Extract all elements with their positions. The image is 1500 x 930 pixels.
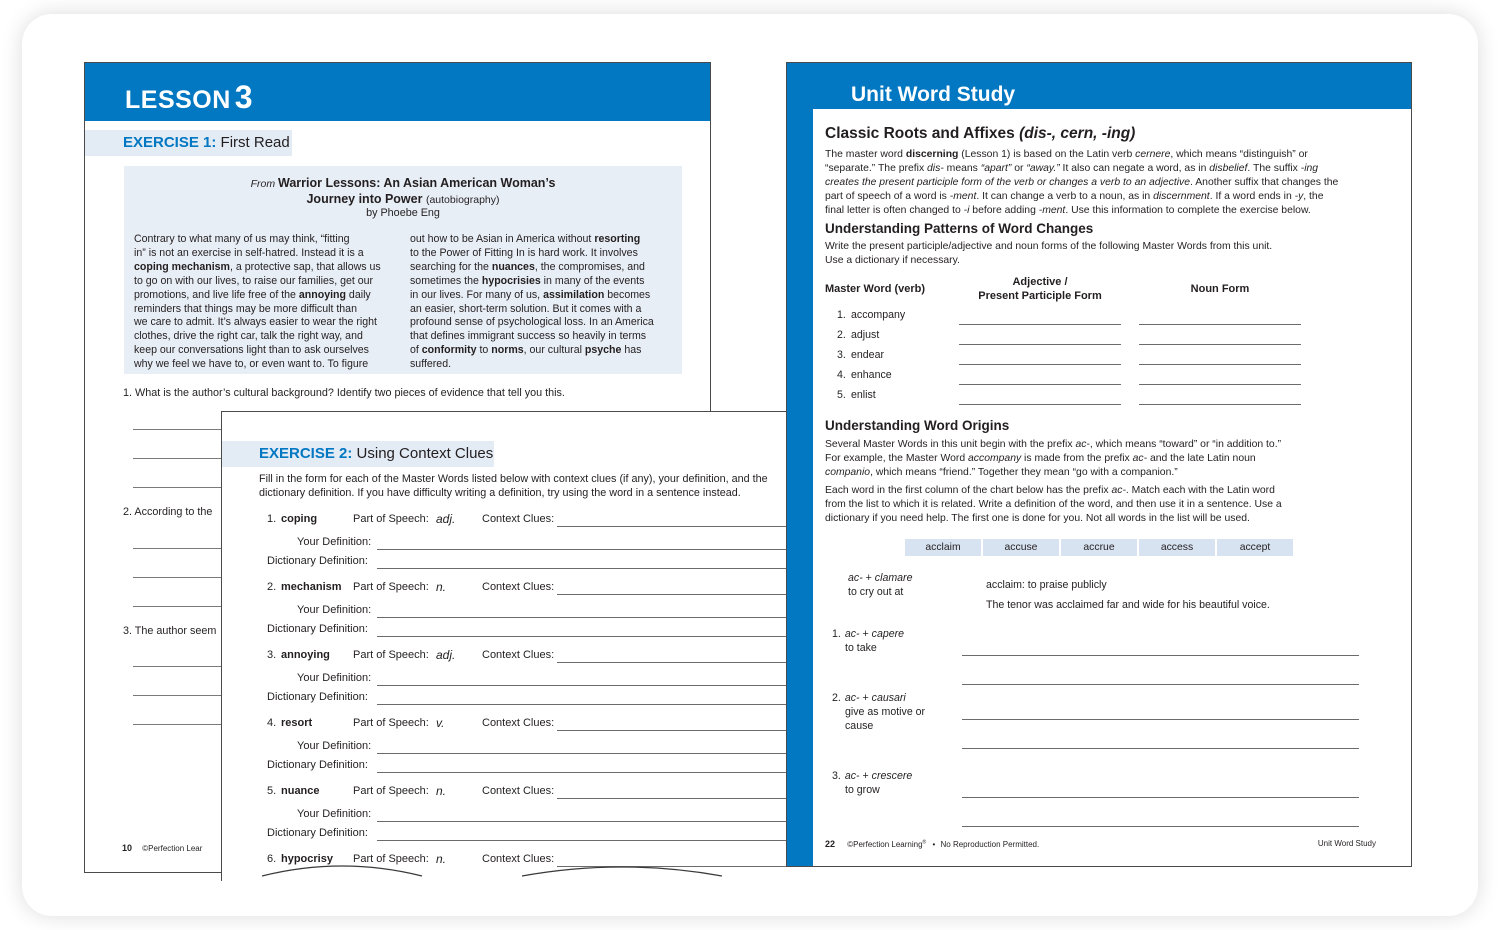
bold-term: norms <box>491 344 524 357</box>
dictionary-definition-field[interactable] <box>377 636 786 637</box>
dictionary-definition-label: Dictionary Definition: <box>267 759 368 771</box>
master-word-number: 5. <box>837 389 846 401</box>
context-clues-label: Context Clues: <box>482 581 555 593</box>
text-segment: to the Power of Fitting In is hard work. It involves <box>410 246 638 259</box>
example-gloss: to cry out at <box>848 586 904 598</box>
italic-term: companio <box>825 467 871 478</box>
excerpt-right-line <box>410 289 670 303</box>
excerpt-left-line <box>134 261 394 275</box>
text-segment: , our cultural <box>523 344 585 357</box>
word-bank-item: accept <box>1217 539 1293 556</box>
question-2: 2. According to the <box>123 506 213 518</box>
excerpt-right-line <box>410 358 670 372</box>
dictionary-definition-label: Dictionary Definition: <box>267 623 368 635</box>
unit-footer-section: Unit Word Study <box>1317 839 1376 848</box>
excerpt-left-line <box>134 303 394 317</box>
adjective-form-field[interactable] <box>959 404 1121 405</box>
text-segment: . Match each with the Latin word <box>1125 485 1275 496</box>
your-definition-field[interactable] <box>377 685 786 686</box>
bold-term: psyche <box>584 344 622 357</box>
origin-item-prefix: ac- <box>844 770 860 782</box>
lesson-footer-page: 10 <box>122 843 133 853</box>
excerpt-box <box>124 166 682 374</box>
excerpt-right-line <box>410 316 670 330</box>
context-clues-label: Context Clues: <box>482 717 555 729</box>
noun-form-field[interactable] <box>1139 324 1301 325</box>
excerpt-from: From <box>250 178 279 190</box>
adjective-form-field[interactable] <box>959 384 1121 385</box>
text-segment: final letter is often changed to <box>825 205 964 216</box>
exercise2-heading <box>259 445 493 462</box>
text-segment: suffered. <box>410 358 452 371</box>
part-of-speech-text: v. <box>436 716 445 730</box>
entry-number: 1. <box>267 513 277 525</box>
excerpt-left-line <box>134 289 394 303</box>
context-clues-field[interactable] <box>557 662 786 663</box>
excerpt-left-line <box>134 330 394 344</box>
patterns-line <box>825 240 1345 254</box>
excerpt-left-line <box>134 358 394 372</box>
noun-form-field[interactable] <box>1139 384 1301 385</box>
text-segment: or <box>1011 163 1027 174</box>
answer-line[interactable] <box>133 724 223 725</box>
text-segment: why we feel we have to, or even want to. To figure <box>134 358 369 371</box>
part-of-speech-value <box>436 580 446 594</box>
text-segment: . It can change a verb to a noun, as in <box>976 191 1154 202</box>
italic-term: dis- <box>927 163 944 174</box>
roots-line <box>825 162 1345 176</box>
italic-term: creates the present participle form of the verb or changes a verb to an adjective <box>825 177 1191 188</box>
entry-number: 6. <box>267 853 277 865</box>
col-header-adjective <box>959 275 1121 303</box>
origins2-line <box>825 498 1345 512</box>
your-definition-field[interactable] <box>377 821 786 822</box>
bold-term: nuances <box>491 260 535 273</box>
excerpt-right-line <box>410 344 670 358</box>
patterns-paragraph <box>825 240 1345 268</box>
roots-line <box>825 176 1345 190</box>
excerpt-left-line <box>134 344 394 358</box>
text-segment: that defines immigrant success so heavily in terms <box>410 330 647 343</box>
bold-term: discerning <box>905 149 959 160</box>
text-segment: Write the present participle/adjective and noun forms of the following Master Words from this unit. <box>825 241 1273 252</box>
origins2-line <box>825 512 1345 526</box>
example-sentence: The tenor was acclaimed far and wide for his beautiful voice. <box>986 599 1270 611</box>
origins2-line <box>825 484 1345 498</box>
adjective-form-field[interactable] <box>959 364 1121 365</box>
entry-number: 5. <box>267 785 277 797</box>
page-curl-decoration <box>222 862 786 881</box>
exercise2-title: Using Context Clues <box>352 445 494 462</box>
excerpt-genre: (autobiography) <box>425 194 500 206</box>
italic-term: -ing <box>1300 163 1319 174</box>
master-word-number: 3. <box>837 349 846 361</box>
master-word: coping <box>281 513 318 525</box>
part-of-speech-value <box>436 512 455 526</box>
dictionary-definition-label: Dictionary Definition: <box>267 555 368 567</box>
text-segment: to go on with our lives, to raise our families, get our <box>134 274 374 287</box>
dictionary-definition-field[interactable] <box>377 772 786 773</box>
master-word: adjust <box>851 329 880 341</box>
origins-heading: Understanding Word Origins <box>825 418 1010 433</box>
part-of-speech-text: adj. <box>436 512 456 526</box>
origin-answer-line[interactable] <box>962 748 1359 749</box>
master-word: nuance <box>281 785 320 797</box>
master-word: accompany <box>851 309 906 321</box>
unit-footer-notice: No Reproduction Permitted. <box>940 840 1040 849</box>
unit-footer-registered: ® <box>922 839 927 846</box>
bold-term: resorting <box>594 233 641 245</box>
origin-item-number: 2. <box>832 692 841 704</box>
origin-item-prefix: ac- <box>844 628 860 640</box>
text-segment: keep our conversations light than to ask ourselves <box>134 344 369 357</box>
origin-item-latin: capere <box>871 628 905 640</box>
part-of-speech-text: n. <box>436 580 447 594</box>
example-prefix: ac- <box>848 572 863 584</box>
lesson-footer-copyright: ©Perfection Lear <box>142 844 203 853</box>
your-definition-label: Your Definition: <box>297 672 372 684</box>
question-3: 3. The author seem <box>123 625 217 637</box>
italic-term: discernment <box>1153 191 1210 202</box>
dictionary-definition-field[interactable] <box>377 568 786 569</box>
origin-item-prefix: ac- <box>844 692 860 704</box>
part-of-speech-label: Part of Speech: <box>353 513 429 525</box>
part-of-speech-label: Part of Speech: <box>353 581 429 593</box>
exercise2-instructions: Fill in the form for each of the Master Words listed below with context clues (if any), your definition, and the dictionary definition. If you have difficulty writing a definition, try using the word in a sentence instead. <box>259 473 768 499</box>
italic-term: cernere <box>1135 149 1171 160</box>
col-header-adjective-line2: Present Participle Form <box>978 290 1102 302</box>
dictionary-definition-field[interactable] <box>377 840 786 841</box>
origin-answer-line[interactable] <box>962 826 1359 827</box>
master-word-number: 1. <box>837 309 846 321</box>
excerpt-column-left <box>134 233 394 372</box>
origin-answer-line[interactable] <box>962 655 1359 656</box>
excerpt-title-line1 <box>124 176 682 190</box>
text-segment: dictionary if you need help. The first one is done for you. Not all words in the list will be used. <box>825 513 1250 524</box>
part-of-speech-text: n. <box>436 784 447 798</box>
your-definition-label: Your Definition: <box>297 808 372 820</box>
your-definition-label: Your Definition: <box>297 740 372 752</box>
origin-item-plus: + <box>859 692 872 704</box>
exercise1-title: First Read <box>216 134 290 151</box>
dictionary-definition-label: Dictionary Definition: <box>267 827 368 839</box>
excerpt-title-2: Journey into Power <box>306 192 423 206</box>
origin-item-number: 1. <box>832 628 841 640</box>
text-segment: and the late Latin noun <box>1147 453 1256 464</box>
origin-item-number: 3. <box>832 770 841 782</box>
answer-line[interactable] <box>133 577 223 578</box>
part-of-speech-label: Part of Speech: <box>353 785 429 797</box>
bold-term: assimilation <box>543 288 605 301</box>
adjective-form-field[interactable] <box>959 344 1121 345</box>
text-segment: , the <box>1303 191 1324 202</box>
entry-number: 3. <box>267 649 277 661</box>
bold-term: annoying <box>298 288 346 301</box>
text-segment: clothes, drive the right car, talk the right way, and <box>134 330 363 343</box>
master-word: hypocrisy <box>281 853 333 865</box>
master-word: enhance <box>851 369 892 381</box>
text-segment: has <box>621 344 642 357</box>
text-segment: in many of the events <box>540 274 645 287</box>
answer-line[interactable] <box>133 666 223 667</box>
origin-item-gloss: to take <box>845 642 877 654</box>
unit-header-bar <box>813 63 1412 109</box>
excerpt-left-line <box>134 247 394 261</box>
unit-sidebar-bar <box>787 63 813 867</box>
exercise2-number: EXERCISE 2: <box>259 445 353 462</box>
text-segment: in our lives. For many of us, <box>410 288 544 301</box>
text-segment: It also can negate a word, as in <box>1059 163 1210 174</box>
text-segment: , a protective sap, that allows us <box>229 260 381 273</box>
unit-footer-page: 22 <box>825 839 836 849</box>
italic-term: -ment <box>1038 205 1066 216</box>
text-segment: daily <box>345 288 371 301</box>
example-plus: + <box>862 572 875 584</box>
context-clues-field[interactable] <box>557 594 786 595</box>
roots-line <box>825 148 1345 162</box>
master-word-number: 4. <box>837 369 846 381</box>
your-definition-label: Your Definition: <box>297 536 372 548</box>
unit-word-study-page <box>786 62 1412 867</box>
master-word-number: 2. <box>837 329 846 341</box>
part-of-speech-value <box>436 648 455 662</box>
word-bank-item: accuse <box>983 539 1059 556</box>
master-word: endear <box>851 349 884 361</box>
text-segment: of <box>410 344 422 357</box>
example-latin: clamare <box>874 572 913 584</box>
part-of-speech-label: Part of Speech: <box>353 649 429 661</box>
example-root <box>848 572 912 584</box>
origins1-line <box>825 466 1345 480</box>
answer-line[interactable] <box>133 548 223 549</box>
origin-item-root <box>832 692 906 704</box>
col-header-master-word: Master Word (verb) <box>825 283 926 295</box>
origin-item-gloss: cause <box>845 720 874 732</box>
col-header-adjective-line1: Adjective / <box>1012 276 1068 288</box>
origin-item-plus: + <box>859 770 872 782</box>
your-definition-field[interactable] <box>377 617 786 618</box>
unit-footer-bullet: • <box>932 840 936 849</box>
italic-term: -ment <box>949 191 977 202</box>
noun-form-field[interactable] <box>1139 364 1301 365</box>
origin-answer-line[interactable] <box>962 797 1359 798</box>
origin-answer-line[interactable] <box>962 719 1359 720</box>
word-bank-item: accrue <box>1061 539 1137 556</box>
answer-line[interactable] <box>133 695 223 696</box>
entry-number: 4. <box>267 717 277 729</box>
answer-line[interactable] <box>133 487 223 488</box>
text-segment: . Another suffix that changes the <box>1190 177 1339 188</box>
part-of-speech-text: n. <box>436 852 447 866</box>
context-clues-field[interactable] <box>557 730 786 731</box>
italic-term: ac- <box>1111 485 1126 496</box>
excerpt-left-line <box>134 275 394 289</box>
text-segment: before adding <box>969 205 1039 216</box>
excerpt-title-line2 <box>124 192 682 206</box>
text-segment: Several Master Words in this unit begin with the prefix <box>825 439 1076 450</box>
excerpt-right-line <box>410 330 670 344</box>
context-clues-label: Context Clues: <box>482 785 555 797</box>
col-header-noun-form: Noun Form <box>1190 283 1250 295</box>
roots-heading-affixes: (dis-, cern, -ing) <box>1019 125 1136 142</box>
unit-footer-left <box>825 839 1039 849</box>
roots-heading-text: Classic Roots and Affixes <box>825 125 1020 142</box>
roots-line <box>825 190 1345 204</box>
lesson-header-bar <box>85 63 711 121</box>
origin-item-root <box>832 628 904 640</box>
text-segment: Contrary to what many of us may think, “fitting <box>134 233 350 245</box>
excerpt-column-right <box>410 233 670 372</box>
text-segment: For example, the Master Word <box>825 453 969 464</box>
italic-term: “apart” <box>980 163 1012 174</box>
lesson-title <box>125 79 253 116</box>
text-segment: is made from the prefix <box>1021 453 1133 464</box>
part-of-speech-value <box>436 784 446 798</box>
excerpt-right-line <box>410 261 670 275</box>
answer-line[interactable] <box>133 458 223 459</box>
master-word: annoying <box>281 649 330 661</box>
text-segment: , the compromises, and <box>534 260 645 273</box>
master-word: mechanism <box>281 581 342 593</box>
part-of-speech-label: Part of Speech: <box>353 853 429 865</box>
answer-line[interactable] <box>133 429 223 430</box>
roots-affixes-heading <box>825 125 1135 143</box>
master-word: resort <box>281 717 313 729</box>
dictionary-definition-label: Dictionary Definition: <box>267 691 368 703</box>
excerpt-left-line <box>134 233 394 247</box>
unit-footer-copyright: ©Perfection Learning <box>847 840 923 849</box>
text-segment: an easier, short-term solution. But it comes with a <box>410 302 642 315</box>
lesson-number: 3 <box>234 79 254 115</box>
text-segment: , which means “toward” or “in addition to.” <box>1089 439 1282 450</box>
text-segment: from the list to which it is related. Write a definition of the word, and then use it in a sentence. Use a <box>825 499 1282 510</box>
master-word: enlist <box>851 389 876 401</box>
part-of-speech-text: adj. <box>436 648 456 662</box>
origin-item-latin: causari <box>871 692 906 704</box>
origin-item-latin: crescere <box>871 770 913 782</box>
example-definition: acclaim: to praise publicly <box>986 579 1107 591</box>
italic-term: accompany <box>968 453 1022 464</box>
text-segment: (Lesson 1) is based on the Latin verb <box>958 149 1136 160</box>
text-segment: . If a word ends in <box>1209 191 1295 202</box>
your-definition-field[interactable] <box>377 549 786 550</box>
part-of-speech-value <box>436 716 444 730</box>
text-segment: . The suffix <box>1247 163 1301 174</box>
origin-item-root <box>832 770 912 782</box>
exercise1-heading <box>123 134 290 151</box>
italic-term: disbelief <box>1209 163 1248 174</box>
text-segment: The master word <box>825 149 906 160</box>
unit-title: Unit Word Study <box>851 83 1016 106</box>
roots-paragraph <box>825 148 1345 218</box>
origin-item-gloss: give as motive or <box>845 706 926 718</box>
roots-line <box>825 204 1345 218</box>
your-definition-field[interactable] <box>377 753 786 754</box>
dictionary-definition-field[interactable] <box>377 704 786 705</box>
text-segment: Use a dictionary if necessary. <box>825 255 960 266</box>
origins-paragraph-2 <box>825 484 1345 526</box>
context-clues-field[interactable] <box>557 798 786 799</box>
italic-term: ac- <box>1075 439 1090 450</box>
text-segment: searching for the <box>410 260 492 273</box>
excerpt-left-line <box>134 316 394 330</box>
text-segment: part of speech of a word is <box>825 191 950 202</box>
text-segment: reminders that things may be more difficult than <box>134 302 357 315</box>
lesson-label: LESSON <box>125 86 231 114</box>
text-segment: profound sense of psychological loss. In an America <box>410 316 654 329</box>
text-segment: promotions, and live life free of the <box>134 288 299 301</box>
text-segment: . Use this information to complete the exercise below. <box>1065 205 1311 216</box>
excerpt-right-line <box>410 247 670 261</box>
text-segment: to <box>476 344 492 357</box>
origin-item-gloss: to grow <box>845 784 880 796</box>
text-segment: , which means “distinguish” or <box>1170 149 1308 160</box>
entry-number: 2. <box>267 581 277 593</box>
noun-form-field[interactable] <box>1139 344 1301 345</box>
context-clues-label: Context Clues: <box>482 853 555 865</box>
patterns-line <box>825 254 1345 268</box>
exercise2-page <box>221 411 786 881</box>
context-clues-field[interactable] <box>557 526 786 527</box>
text-segment: in” is not an exercise in self-hatred. Instead it is a <box>134 246 364 259</box>
context-clues-label: Context Clues: <box>482 649 555 661</box>
excerpt-byline: by Phoebe Eng <box>366 207 440 219</box>
bold-term: conformity <box>421 344 477 357</box>
text-segment: means <box>943 163 981 174</box>
text-segment: “separate.” The prefix <box>825 163 928 174</box>
text-segment: we care to admit. It’s always easier to wear the right <box>134 316 377 329</box>
italic-term: “away.” <box>1026 163 1060 174</box>
excerpt-right-line <box>410 303 670 317</box>
exercise1-number: EXERCISE 1: <box>123 134 217 151</box>
noun-form-field[interactable] <box>1139 404 1301 405</box>
italic-term: -i <box>963 205 970 216</box>
answer-line[interactable] <box>133 606 223 607</box>
text-segment: , which means “friend.” Together they mean “go with a companion.” <box>870 467 1178 478</box>
text-segment: Each word in the first column of the chart below has the prefix <box>825 485 1112 496</box>
bold-term: hypocrisies <box>481 274 541 287</box>
adjective-form-field[interactable] <box>959 324 1121 325</box>
origins1-line <box>825 438 1345 452</box>
text-segment: out how to be Asian in America without <box>410 233 595 245</box>
your-definition-label: Your Definition: <box>297 604 372 616</box>
origin-answer-line[interactable] <box>962 684 1359 685</box>
word-bank-item: acclaim <box>905 539 981 556</box>
excerpt-title: Warrior Lessons: An Asian American Woman’s <box>278 176 556 190</box>
context-clues-label: Context Clues: <box>482 513 555 525</box>
text-segment: becomes <box>604 288 651 301</box>
patterns-heading: Understanding Patterns of Word Changes <box>825 221 1094 236</box>
bold-term: coping mechanism <box>134 260 230 273</box>
text-segment: sometimes the <box>410 274 482 287</box>
part-of-speech-label: Part of Speech: <box>353 717 429 729</box>
italic-term: -y <box>1294 191 1304 202</box>
origins1-line <box>825 452 1345 466</box>
word-bank-item: access <box>1139 539 1215 556</box>
lesson-footer <box>122 843 202 853</box>
origins-paragraph-1 <box>825 438 1345 480</box>
origin-item-plus: + <box>859 628 872 640</box>
excerpt-right-line <box>410 275 670 289</box>
question-1: 1. What is the author’s cultural background? Identify two pieces of evidence that tell you this. <box>123 387 565 399</box>
excerpt-right-line <box>410 233 670 247</box>
italic-term: ac- <box>1132 453 1148 464</box>
